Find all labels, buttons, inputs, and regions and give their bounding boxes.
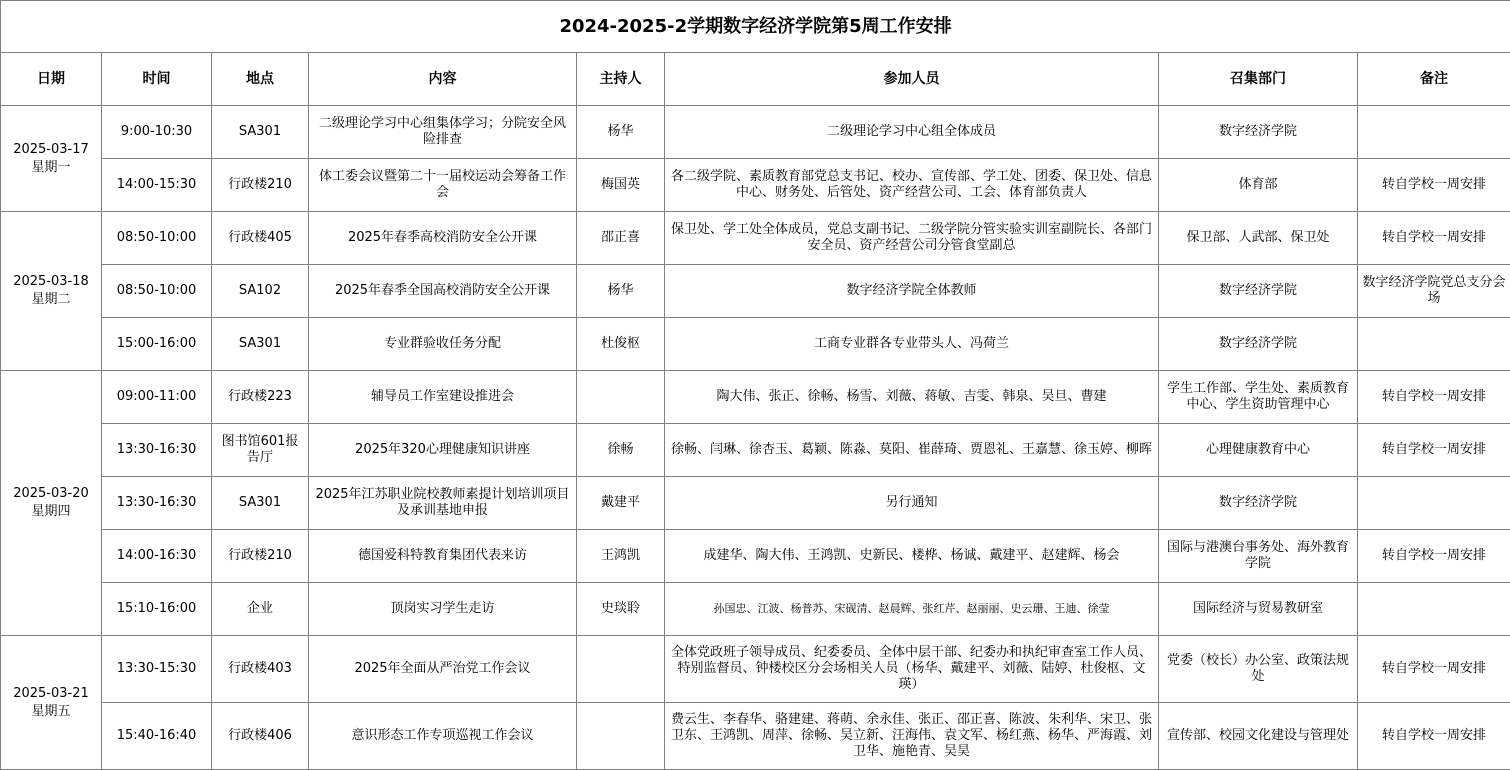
host-cell bbox=[577, 371, 665, 424]
weekday-text: 星期二 bbox=[31, 292, 71, 307]
content-cell: 2025年春季全国高校消防安全公开课 bbox=[309, 265, 577, 318]
host-cell: 徐畅 bbox=[577, 424, 665, 477]
remark-cell bbox=[1358, 106, 1510, 159]
table-row bbox=[1, 583, 1510, 636]
date-cell bbox=[1, 106, 102, 212]
location-cell: 图书馆601报告厅 bbox=[212, 424, 309, 477]
weekday-text: 星期五 bbox=[31, 703, 71, 719]
participants-cell: 孙国忠、江波、杨普苏、宋砚清、赵晨辉、张红芹、赵丽丽、史云珊、王迪、徐莹 bbox=[665, 583, 1159, 636]
time-cell: 14:00-16:30 bbox=[102, 530, 212, 583]
header-time: 时间 bbox=[102, 53, 212, 106]
content-cell: 顶岗实习学生走访 bbox=[309, 583, 577, 636]
location-cell: SA102 bbox=[212, 265, 309, 318]
host-cell bbox=[577, 636, 665, 703]
department-cell: 国际经济与贸易教研室 bbox=[1159, 583, 1358, 636]
participants-cell: 二级理论学习中心组全体成员 bbox=[665, 106, 1159, 159]
time-cell: 14:00-15:30 bbox=[102, 159, 212, 212]
time-cell: 13:30-15:30 bbox=[102, 636, 212, 703]
table-row bbox=[1, 106, 1510, 159]
location-cell: SA301 bbox=[212, 106, 309, 159]
content-cell: 辅导员工作室建设推进会 bbox=[309, 371, 577, 424]
date-text: 2025-03-21 bbox=[13, 685, 89, 701]
date-cell bbox=[1, 636, 102, 770]
location-cell: 行政楼403 bbox=[212, 636, 309, 703]
participants-cell: 全体党政班子领导成员、纪委委员、全体中层干部、纪委办和执纪审查室工作人员、特别监督员、钟楼校区分会场相关人员（杨华、戴建平、刘薇、陆婷、杜俊枢、文瑛） bbox=[665, 636, 1159, 703]
participants-cell: 陶大伟、张正、徐畅、杨雪、刘薇、蒋敏、吉雯、韩泉、吴旦、曹建 bbox=[665, 371, 1159, 424]
content-cell: 专业群验收任务分配 bbox=[309, 318, 577, 371]
date-text: 2025-03-20 bbox=[13, 486, 89, 501]
host-cell: 杨华 bbox=[577, 265, 665, 318]
remark-cell bbox=[1358, 318, 1510, 371]
department-cell: 宣传部、校园文化建设与管理处 bbox=[1159, 703, 1358, 770]
schedule-title: 2024-2025-2学期数字经济学院第5周工作安排 bbox=[1, 1, 1510, 53]
remark-cell: 转自学校一周安排 bbox=[1358, 159, 1510, 212]
department-cell: 数字经济学院 bbox=[1159, 477, 1358, 530]
remark-cell: 数字经济学院党总支分会场 bbox=[1358, 265, 1510, 318]
date-text: 2025-03-18 bbox=[13, 274, 89, 289]
content-cell: 2025年全面从严治党工作会议 bbox=[309, 636, 577, 703]
location-cell: 行政楼223 bbox=[212, 371, 309, 424]
participants-cell: 徐畅、闫琳、徐杏玉、葛颖、陈淼、莫阳、崔薛琦、贾恩礼、王嘉慧、徐玉婷、柳晖 bbox=[665, 424, 1159, 477]
location-cell: 行政楼406 bbox=[212, 703, 309, 770]
department-cell: 党委（校长）办公室、政策法规处 bbox=[1159, 636, 1358, 703]
header-location: 地点 bbox=[212, 53, 309, 106]
table-row bbox=[1, 424, 1510, 477]
time-cell: 09:00-11:00 bbox=[102, 371, 212, 424]
location-cell: 行政楼210 bbox=[212, 530, 309, 583]
department-cell: 数字经济学院 bbox=[1159, 265, 1358, 318]
department-cell: 保卫部、人武部、保卫处 bbox=[1159, 212, 1358, 265]
date-cell bbox=[1, 212, 102, 371]
date-text: 2025-03-17 bbox=[13, 141, 89, 157]
remark-cell: 转自学校一周安排 bbox=[1358, 371, 1510, 424]
table-row bbox=[1, 265, 1510, 318]
content-cell: 2025年春季高校消防安全公开课 bbox=[309, 212, 577, 265]
table-row bbox=[1, 318, 1510, 371]
department-cell: 心理健康教育中心 bbox=[1159, 424, 1358, 477]
host-cell: 梅国英 bbox=[577, 159, 665, 212]
department-cell: 国际与港澳台事务处、海外教育学院 bbox=[1159, 530, 1358, 583]
table-row bbox=[1, 159, 1510, 212]
table-row bbox=[1, 703, 1510, 770]
remark-cell: 转自学校一周安排 bbox=[1358, 530, 1510, 583]
weekday-text: 星期一 bbox=[31, 159, 71, 175]
remark-cell: 转自学校一周安排 bbox=[1358, 703, 1510, 770]
time-cell: 15:10-16:00 bbox=[102, 583, 212, 636]
date-cell bbox=[1, 371, 102, 636]
table-row bbox=[1, 371, 1510, 424]
header-row bbox=[1, 53, 1510, 106]
time-cell: 15:40-16:40 bbox=[102, 703, 212, 770]
remark-cell bbox=[1358, 583, 1510, 636]
host-cell: 杜俊枢 bbox=[577, 318, 665, 371]
table-row bbox=[1, 477, 1510, 530]
time-cell: 15:00-16:00 bbox=[102, 318, 212, 371]
time-cell: 13:30-16:30 bbox=[102, 477, 212, 530]
content-cell: 2025年320心理健康知识讲座 bbox=[309, 424, 577, 477]
content-cell: 2025年江苏职业院校教师素提计划培训项目及承训基地申报 bbox=[309, 477, 577, 530]
participants-cell: 工商专业群各专业带头人、冯荷兰 bbox=[665, 318, 1159, 371]
time-cell: 13:30-16:30 bbox=[102, 424, 212, 477]
header-remark: 备注 bbox=[1358, 53, 1510, 106]
header-host: 主持人 bbox=[577, 53, 665, 106]
content-cell: 体工委会议暨第二十一届校运动会筹备工作会 bbox=[309, 159, 577, 212]
time-cell: 08:50-10:00 bbox=[102, 212, 212, 265]
participants-cell: 费云生、李春华、骆建建、蒋萌、余永佳、张正、邵正喜、陈波、朱利华、宋卫、张卫东、王鸿凯、周萍、徐畅、吴立新、汪海伟、袁文军、杨红燕、杨华、严海霞、刘卫华、施艳青、吴昊 bbox=[665, 703, 1159, 770]
department-cell: 数字经济学院 bbox=[1159, 106, 1358, 159]
header-department: 召集部门 bbox=[1159, 53, 1358, 106]
header-content: 内容 bbox=[309, 53, 577, 106]
participants-cell: 数字经济学院全体教师 bbox=[665, 265, 1159, 318]
host-cell: 戴建平 bbox=[577, 477, 665, 530]
table-row bbox=[1, 212, 1510, 265]
participants-cell: 保卫处、学工处全体成员，党总支副书记、二级学院分管实验实训室副院长、各部门安全员、资产经营公司分管食堂副总 bbox=[665, 212, 1159, 265]
table-row bbox=[1, 530, 1510, 583]
location-cell: 行政楼405 bbox=[212, 212, 309, 265]
remark-cell: 转自学校一周安排 bbox=[1358, 424, 1510, 477]
location-cell: SA301 bbox=[212, 477, 309, 530]
location-cell: 行政楼210 bbox=[212, 159, 309, 212]
host-cell: 邵正喜 bbox=[577, 212, 665, 265]
content-cell: 意识形态工作专项巡视工作会议 bbox=[309, 703, 577, 770]
content-cell: 二级理论学习中心组集体学习；分院安全风险排查 bbox=[309, 106, 577, 159]
time-cell: 9:00-10:30 bbox=[102, 106, 212, 159]
participants-cell: 成建华、陶大伟、王鸿凯、史新民、楼桦、杨诚、戴建平、赵建辉、杨会 bbox=[665, 530, 1159, 583]
department-cell: 学生工作部、学生处、素质教育中心、学生资助管理中心 bbox=[1159, 371, 1358, 424]
location-cell: 企业 bbox=[212, 583, 309, 636]
remark-cell: 转自学校一周安排 bbox=[1358, 212, 1510, 265]
location-cell: SA301 bbox=[212, 318, 309, 371]
host-cell bbox=[577, 703, 665, 770]
department-cell: 体育部 bbox=[1159, 159, 1358, 212]
department-cell: 数字经济学院 bbox=[1159, 318, 1358, 371]
participants-cell: 各二级学院、素质教育部党总支书记、校办、宣传部、学工处、团委、保卫处、信息中心、财务处、后管处、资产经营公司、工会、体育部负责人 bbox=[665, 159, 1159, 212]
host-cell: 史琰聆 bbox=[577, 583, 665, 636]
remark-cell bbox=[1358, 477, 1510, 530]
content-cell: 德国爱科特教育集团代表来访 bbox=[309, 530, 577, 583]
weekday-text: 星期四 bbox=[31, 504, 71, 519]
header-date: 日期 bbox=[1, 53, 102, 106]
host-cell: 王鸿凯 bbox=[577, 530, 665, 583]
participants-cell: 另行通知 bbox=[665, 477, 1159, 530]
host-cell: 杨华 bbox=[577, 106, 665, 159]
remark-cell: 转自学校一周安排 bbox=[1358, 636, 1510, 703]
table-row bbox=[1, 636, 1510, 703]
header-participants: 参加人员 bbox=[665, 53, 1159, 106]
time-cell: 08:50-10:00 bbox=[102, 265, 212, 318]
